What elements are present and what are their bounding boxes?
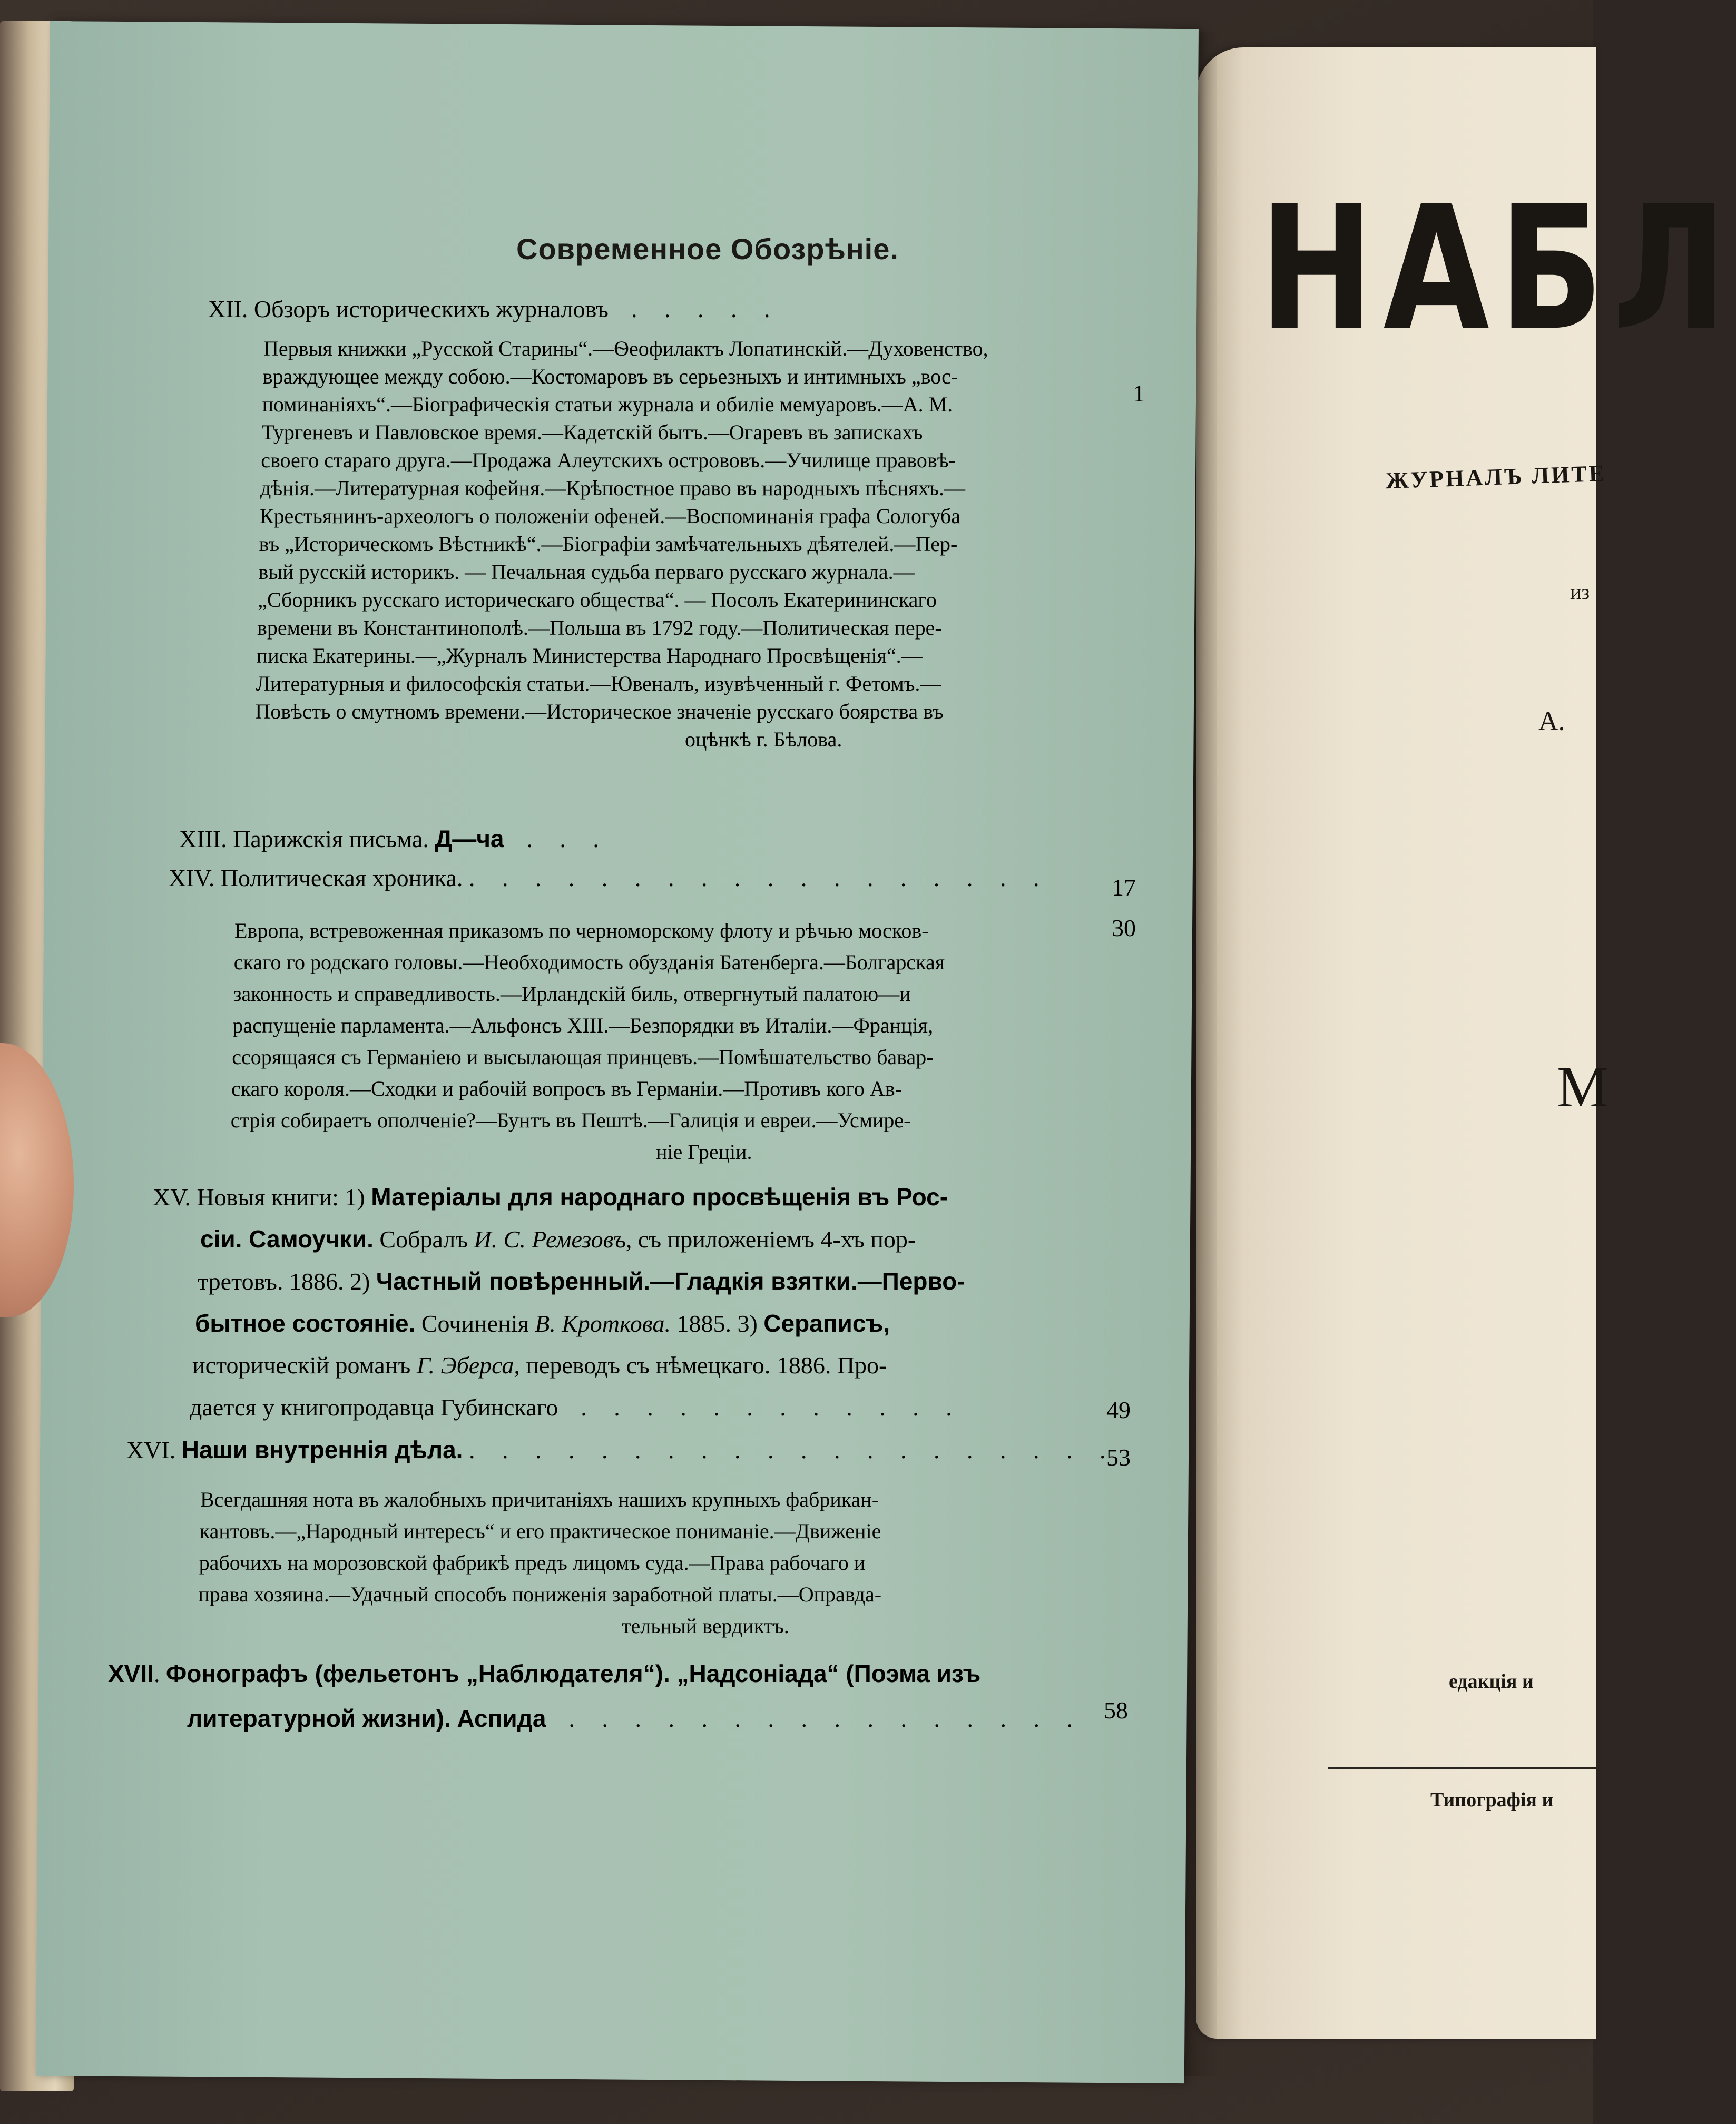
leader-dots: . . . . . <box>614 296 781 322</box>
leader-dots: . . . . . . . . . . . . . . . . . . <box>468 864 1050 891</box>
title-page-fragment-iz: из <box>1570 580 1590 604</box>
book-title: Сераписъ, <box>763 1310 890 1337</box>
description-line: стрія собираетъ ополченіе?—Бунтъ въ Пештѣ.—Галиція и евреи.—Усмире- <box>230 1108 911 1132</box>
entry-title: Наши внутреннія дѣла. <box>181 1436 463 1463</box>
toc-entry-xv-line-2 <box>200 1225 916 1253</box>
leader-dots: . . . . . . . . . . . . . . . . . . . . <box>468 1437 1116 1463</box>
title-page-fragment-redakciya: едакція и <box>1449 1670 1534 1693</box>
description-line: распущеніе парламента.—Альфонсъ XIII.—Безпорядки въ Италіи.—Франція, <box>232 1014 934 1037</box>
toc-entry-xiii: XIII. Парижскія письма. Д—ча . . . <box>179 825 610 852</box>
title-page-fragment-m: М <box>1557 1055 1609 1119</box>
entry-numeral: XVI <box>126 1437 170 1463</box>
entry-numeral: XIV <box>169 864 209 891</box>
description-line: Литературныя и философскія статьи.—Ювеналъ, изувѣченный г. Фетомъ.— <box>256 672 941 695</box>
leader-dots: . . . . . . . . . . . . <box>564 1394 963 1421</box>
entry-text: Собралъ <box>379 1226 468 1253</box>
entry-text: Сочиненія <box>421 1310 529 1337</box>
book-title: сіи. Самоучки. <box>200 1225 374 1253</box>
description-line: своего стараго друга.—Продажа Алеутскихъ острововъ.—Училище правовѣ- <box>261 448 956 472</box>
entry-numeral: XV <box>153 1184 185 1211</box>
entry-numeral: XIII <box>179 825 221 852</box>
entry-text: съ приложеніемъ 4-хъ пор- <box>637 1226 916 1253</box>
entry-author: Д—ча <box>435 825 504 852</box>
title-page-fragment-a: А. <box>1538 706 1565 736</box>
entry-text: Новыя книги: 1) <box>197 1184 365 1211</box>
entry-numeral: XII <box>208 296 242 322</box>
description-line: оцѣнкѣ г. Бѣлова. <box>685 727 842 751</box>
entry-author: Аспида <box>457 1705 546 1732</box>
page-number-xiii: 17 <box>1112 874 1136 901</box>
entry-text: 1885. 3) <box>676 1310 758 1337</box>
page-heading: Современное Обозрѣніе. <box>516 232 899 266</box>
description-line: Европа, встревоженная приказомъ по черноморскому флоту и рѣчью москов- <box>234 919 929 942</box>
toc-entry-xvi: XVI. Наши внутреннія дѣла. . . . . . . . . . . . . . . . . . . . . <box>126 1436 1116 1463</box>
description-line: писка Екатерины.—„Журналъ Министерства Народнаго Просвѣщенія“.— <box>256 644 923 667</box>
entry-title: Обзоръ историческихъ журналовъ <box>253 296 609 322</box>
description-line: Повѣсть о смутномъ времени.—Историческое значеніе русскаго боярства въ <box>255 700 944 723</box>
page-number-xv: 49 <box>1106 1397 1131 1423</box>
page-number-xvi: 53 <box>1106 1444 1131 1471</box>
description-line: Крестьянинъ-археологъ о положеніи офеней.—Воспоминанія графа Сологуба <box>259 504 961 528</box>
entry-title: Парижскія письма. <box>233 825 429 852</box>
entry-title: Фонографъ (фельетонъ „Наблюдателя“). „Надсоніада“ (Поэма изъ <box>165 1660 981 1687</box>
page-number-xii: 1 <box>1133 380 1145 407</box>
entry-numeral: XVII <box>108 1660 154 1687</box>
description-line: тельный вердиктъ. <box>622 1614 789 1638</box>
toc-entry-xvii-line-1: XVII. Фонографъ (фельетонъ „Наблюдателя“). „Надсоніада“ (Поэма изъ <box>108 1660 981 1687</box>
description-line: ніе Греціи. <box>656 1140 752 1164</box>
description-line: въ „Историческомъ Вѣстникѣ“.—Біографіи замѣчательныхъ дѣятелей.—Пер- <box>259 532 958 556</box>
toc-entry-xiv: XIV. Политическая хроника. . . . . . . . . . . . . . . . . . . <box>169 864 1050 891</box>
description-line: кантовъ.—„Народный интересъ“ и его практическое пониманіе.—Движеніе <box>199 1519 881 1543</box>
leader-dots: . . . . . . . . . . . . . . . . <box>552 1705 1083 1732</box>
entry-title: Политическая хроника. <box>220 864 463 891</box>
page-number-xiv: 30 <box>1112 914 1136 941</box>
description-line: Всегдашняя нота въ жалобныхъ причитаніяхъ нашихъ крупныхъ фабрикан- <box>200 1488 879 1511</box>
description-line: дѣнія.—Литературная кофейня.—Крѣпостное право въ народныхъ пѣсняхъ.— <box>260 476 965 500</box>
leader-dots: . . . <box>510 825 610 852</box>
toc-entry-xv-line-4 <box>195 1309 890 1338</box>
title-page-rule <box>1328 1767 1602 1769</box>
description-line: „Сборникъ русскаго историческаго общества“. — Посолъ Екатерининскаго <box>258 588 937 612</box>
entry-text: третовъ. 1886. 2) <box>198 1268 370 1295</box>
description-line: рабочихъ на морозовской фабрикѣ предъ лицомъ суда.—Права рабочаго и <box>199 1551 866 1575</box>
toc-entry-xv-line-3 <box>198 1267 965 1295</box>
description-line: скаго короля.—Сходки и рабочій вопросъ въ Германіи.—Противъ кого Ав- <box>231 1077 902 1100</box>
description-line: законность и справедливость.—Ирландскій биль, отвергнутый палатою—и <box>233 982 911 1006</box>
description-line: враждующее между собою.—Костомаровъ въ серьезныхъ и интимныхъ „вос- <box>262 365 958 388</box>
description-line: поминаніяхъ“.—Біографическія статьи журнала и обиліе мемуаровъ.—А. М. <box>262 392 953 416</box>
page-number-xvii: 58 <box>1104 1697 1128 1724</box>
toc-entry-xv-line-6 <box>190 1393 963 1421</box>
entry-text: переводъ съ нѣмецкаго. 1886. Про- <box>526 1352 887 1379</box>
book-title: Частный повѣренный.—Гладкія взятки.—Перво- <box>376 1267 965 1295</box>
description-line: скаго го родскаго головы.—Необходимость обузданія Батенберга.—Болгарская <box>233 950 945 974</box>
description-line: Тургеневъ и Павловское время.—Кадетскій бытъ.—Огаревъ въ запискахъ <box>261 420 923 444</box>
book-author: Г. Эберса, <box>416 1352 520 1379</box>
book-title: бытное состояніе. <box>195 1310 416 1337</box>
description-line: Первыя книжки „Русской Старины“.—Ѳеофилактъ Лопатинскій.—Духовенство, <box>263 337 988 360</box>
description-line: времени въ Константинополѣ.—Польша въ 1792 году.—Политическая пере- <box>257 616 942 640</box>
book-title: Матеріалы для народнаго просвѣщенія въ Рос- <box>371 1183 948 1211</box>
title-page-subtitle: ЖУРНАЛЪ ЛИТЕ <box>1385 460 1607 494</box>
toc-entry-xvii-line-2 <box>187 1704 1083 1733</box>
entry-text: дается у книгопродавца Губинскаго <box>190 1394 558 1421</box>
toc-entry-xv-line-1: XV. Новыя книги: 1) Матеріалы для народнаго просвѣщенія въ Рос- <box>153 1183 948 1211</box>
description-line: ссорящаяся съ Германіею и высылающая принцевъ.—Помѣшательство бавар- <box>232 1045 934 1069</box>
title-page-heading: НАБЛ <box>1259 170 1736 369</box>
toc-entry-xii: XII. Обзоръ историческихъ журналовъ . . . . . <box>208 296 781 322</box>
entry-title: литературной жизни). <box>187 1705 451 1732</box>
book-author: В. Кроткова. <box>535 1310 671 1337</box>
entry-text: историческій романъ <box>192 1352 411 1379</box>
book-author: И. С. Ремезовъ, <box>474 1226 632 1253</box>
description-line: права хозяина.—Удачный способъ пониженія заработной платы.—Оправда- <box>198 1582 882 1606</box>
description-line: вый русскій историкъ. — Печальная судьба перваго русскаго журнала.— <box>258 560 915 584</box>
title-page-fragment-tipografiya: Типографія и <box>1430 1789 1554 1811</box>
toc-entry-xv-line-5 <box>192 1351 887 1379</box>
